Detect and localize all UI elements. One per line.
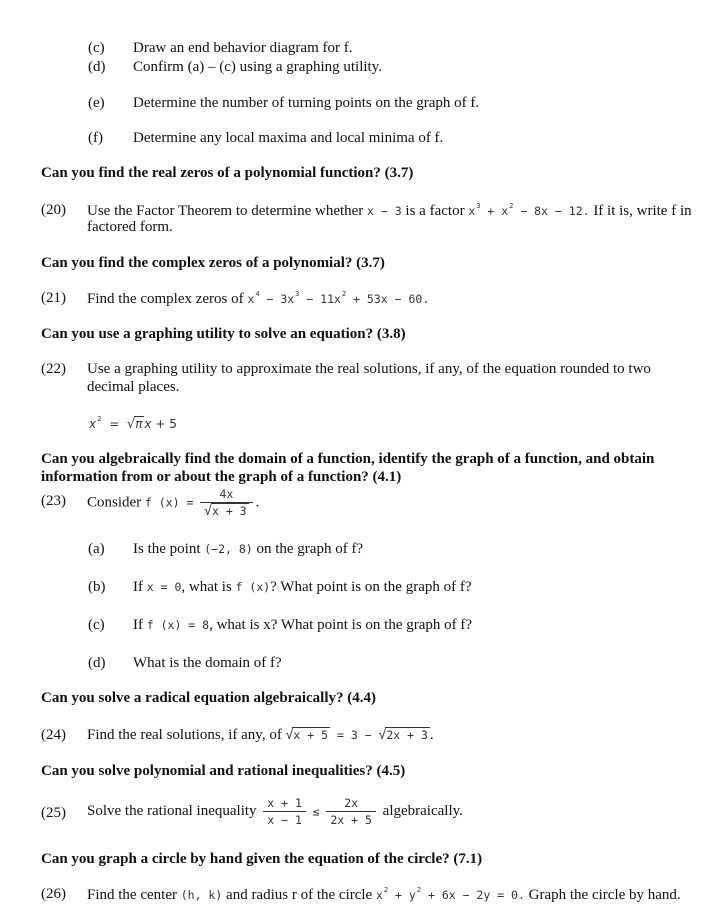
p23-point: (−2, 8) — [204, 542, 253, 556]
item-text-c: Draw an end behavior diagram for f. — [133, 40, 353, 56]
section-heading-inequalities: Can you solve polynomial and rational inequalities? (4.5) — [41, 763, 406, 779]
p25-left-fraction: $\frac{x + 1}{x - 1}$ — [263, 796, 306, 827]
section-heading-complex-zeros: Can you find the complex zeros of a polynomial? (3.7) — [41, 255, 385, 271]
problem-24-text: Find the real solutions, if any, of √x + 5 = 3 − √2x + 3 . — [87, 727, 434, 743]
p23-part-d-text: What is the domain of f? — [133, 655, 282, 671]
item-text-e: Determine the number of turning points on the graph of f. — [133, 95, 480, 111]
p23-part-label-d: (d) — [88, 655, 106, 671]
problem-20-text — [87, 202, 692, 220]
problem-23-text: Consider f (x) = $\frac{4x}{√x + 3}$ . — [87, 487, 260, 519]
section-heading-radical: Can you solve a radical equation algebraically? (4.4) — [41, 690, 376, 706]
problem-21-text — [87, 290, 429, 308]
p20-mid: is a factor — [405, 203, 465, 219]
p24-equation: √x + 5 = 3 − √2x + 3 — [285, 728, 428, 743]
section-heading-circle: Can you graph a circle by hand given the equation of the circle? (7.1) — [41, 851, 483, 867]
problem-number-26: (26) — [41, 886, 66, 902]
problem-20-line2: factored form. — [87, 219, 173, 235]
p23-part-label-a: (a) — [88, 541, 105, 557]
p21-pre: Find the complex zeros of — [87, 291, 244, 307]
problem-number-24: (24) — [41, 727, 66, 743]
p21-polynomial: $x^4 - 3x^3 - 11x^2 + 53x - 60$. — [247, 290, 430, 306]
item-text-f: Determine any local maxima and local minima of f. — [133, 130, 444, 146]
p20-post: If it is, write f in — [593, 203, 692, 219]
problem-number-23: (23) — [41, 493, 66, 509]
p20-polynomial: $x^3 + x^2 - 8x - 12$. — [468, 202, 590, 218]
p23-pre: Consider — [87, 494, 142, 511]
p26-equation: $x^2 + y^2 + 6x - 2y = 0$. — [375, 886, 525, 902]
item-label-f: (f) — [88, 130, 103, 146]
problem-number-25: (25) — [41, 805, 66, 821]
problem-number-22: (22) — [41, 361, 66, 377]
item-label-c: (c) — [88, 40, 105, 56]
p23-numerator: 4x — [200, 487, 252, 503]
p20-pre: Use the Factor Theorem to determine whether — [87, 203, 364, 219]
p23-part-label-c: (c) — [88, 617, 105, 633]
problem-number-21: (21) — [41, 290, 66, 306]
p23-part-b-text: If x = 0, what is f (x)? What point is on the graph of f? — [133, 579, 472, 595]
p23-fraction — [200, 487, 252, 519]
item-text-d: Confirm (a) – (c) using a graphing utility. — [133, 59, 382, 75]
item-label-d: (d) — [88, 59, 106, 75]
p23-part-a-text: Is the point (−2, 8) on the graph of f? — [133, 541, 364, 557]
p20-factor: x − 3 — [367, 204, 402, 218]
p26-center: (h, k) — [180, 888, 223, 902]
p23-part-label-b: (b) — [88, 579, 106, 595]
p23-part-c-text: If f (x) = 8, what is x? What point is on the graph of f? — [133, 617, 473, 633]
problem-number-20: (20) — [41, 202, 66, 218]
p23-denominator: √x + 3 — [204, 504, 247, 519]
problem-25-text: Solve the rational inequality $\frac{x + 1}{x - 1}$ ≤ $\frac{2x}{2x + 5}$ algebraically. — [87, 796, 463, 827]
section-heading-real-zeros: Can you find the real zeros of a polynomial function? (3.7) — [41, 165, 414, 181]
problem-26-text: Find the center (h, k) and radius r of the circle $x^2 + y^2 + 6x - 2y = 0$. Graph the circle by hand. — [87, 886, 681, 903]
item-label-e: (e) — [88, 95, 105, 111]
problem-22-equation: $x^2 = √\pi$ x + 5 — [89, 415, 177, 432]
problem-22-line1: Use a graphing utility to approximate the real solutions, if any, of the equation rounded to two — [87, 361, 651, 377]
problem-22-line2: decimal places. — [87, 379, 180, 395]
section-heading-graphing-utility: Can you use a graphing utility to solve an equation? (3.8) — [41, 326, 406, 342]
section-heading-domain-line2: information from or about the graph of a function? (4.1) — [41, 469, 402, 485]
section-heading-domain-line1: Can you algebraically find the domain of a function, identify the graph of a function, and obtain — [41, 451, 655, 467]
p25-right-fraction: $\frac{2x}{2x + 5}$ — [326, 796, 376, 827]
p23-fx: f (x) = — [144, 495, 194, 510]
